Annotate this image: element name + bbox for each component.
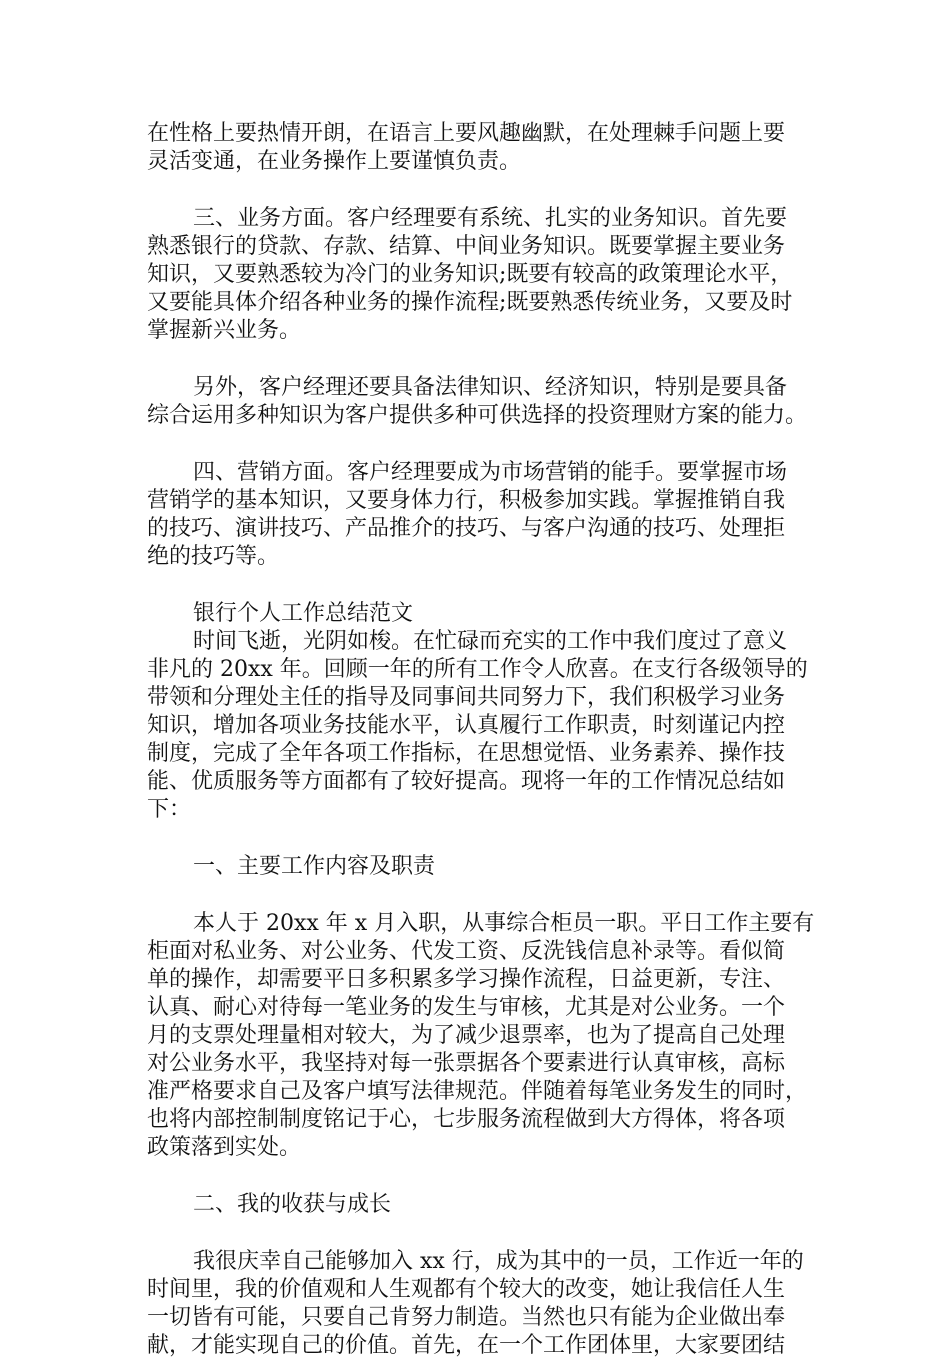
text-line: 知识，增加各项业务技能水平，认真履行工作职责，时刻谨记内控: [147, 713, 786, 738]
paragraph-duties: [147, 910, 813, 1162]
text-line: 制度，完成了全年各项工作指标，在思想觉悟、业务素养、操作技: [147, 741, 786, 766]
text-line: 的技巧、演讲技巧、产品推介的技巧、与客户沟通的技巧、处理拒: [147, 516, 786, 541]
text-line: 柜面对私业务、对公业务、代发工资、反洗钱信息补录等。看似简: [147, 939, 786, 964]
text-line: 非凡的 20xx 年。回顾一年的所有工作令人欣喜。在支行各级领导的: [147, 657, 808, 682]
text-line: 认真、耐心对待每一笔业务的发生与审核，尤其是对公业务。一个: [147, 995, 786, 1020]
text-line: 下：: [147, 797, 192, 822]
paragraph-business: [147, 205, 813, 345]
paragraph-marketing: [147, 459, 813, 571]
section-heading: 二、我的收获与成长: [193, 1192, 392, 1217]
text-line: 带领和分理处主任的指导及同事间共同努力下，我们积极学习业务: [147, 685, 786, 710]
text-line: 绝的技巧等。: [147, 544, 280, 569]
text-line: 另外，客户经理还要具备法律知识、经济知识，特别是要具备: [193, 375, 788, 400]
text-line: 月的支票处理量相对较大，为了减少退票率，也为了提高自己处理: [147, 1023, 786, 1048]
text-line: 时间飞逝，光阴如梭。在忙碌而充实的工作中我们度过了意义: [193, 629, 788, 654]
text-line: 又要能具体介绍各种业务的操作流程;既要熟悉传统业务，又要及时: [147, 290, 793, 315]
text-line: 献，才能实现自己的价值。首先，在一个工作团体里，大家要团结: [147, 1333, 786, 1358]
section-title: 银行个人工作总结范文: [193, 601, 414, 626]
text-line: 我很庆幸自己能够加入 xx 行，成为其中的一员，工作近一年的: [193, 1249, 804, 1274]
text-line: 也将内部控制制度铭记于心，七步服务流程做到大方得体，将各项: [147, 1107, 786, 1132]
text-line: 能、优质服务等方面都有了较好提高。现将一年的工作情况总结如: [147, 769, 786, 794]
text-line: 知识，又要熟悉较为冷门的业务知识;既要有较高的政策理论水平，: [147, 262, 793, 287]
section-heading: 一、主要工作内容及职责: [193, 854, 436, 879]
text-line: 熟悉银行的贷款、存款、结算、中间业务知识。既要掌握主要业务: [147, 234, 786, 259]
text-line: 本人于 20xx 年 x 月入职，从事综合柜员一职。平日工作主要有: [193, 911, 815, 936]
text-line: 准严格要求自己及客户填写法律规范。伴随着每笔业务发生的同时，: [147, 1079, 808, 1104]
text-line: 对公业务水平，我坚持对每一张票据各个要素进行认真审核，高标: [147, 1051, 786, 1076]
document-page: [147, 120, 813, 1360]
text-line: 四、营销方面。客户经理要成为市场营销的能手。要掌握市场: [193, 460, 788, 485]
text-line: 营销学的基本知识，又要身体力行，积极参加实践。掌握推销自我: [147, 488, 786, 513]
text-line: 三、业务方面。客户经理要有系统、扎实的业务知识。首先要: [193, 206, 788, 231]
text-line: 灵活变通，在业务操作上要谨慎负责。: [147, 149, 522, 174]
text-line: 政策落到实处。: [147, 1135, 302, 1160]
text-line: 综合运用多种知识为客户提供多种可供选择的投资理财方案的能力。: [147, 403, 808, 428]
paragraph-intro: [147, 628, 813, 824]
text-line: 一切皆有可能，只要自己肯努力制造。当然也只有能为企业做出奉: [147, 1305, 786, 1330]
text-line: 掌握新兴业务。: [147, 318, 302, 343]
paragraph-growth: [147, 1248, 813, 1360]
text-line: 在性格上要热情开朗，在语言上要风趣幽默，在处理棘手问题上要: [147, 121, 786, 146]
text-line: 时间里，我的价值观和人生观都有个较大的改变，她让我信任人生: [147, 1277, 786, 1302]
paragraph-additional-knowledge: [147, 374, 813, 430]
text-line: 单的操作，却需要平日多积累多学习操作流程，日益更新，专注、: [147, 967, 786, 992]
paragraph-continuation: [147, 120, 813, 176]
